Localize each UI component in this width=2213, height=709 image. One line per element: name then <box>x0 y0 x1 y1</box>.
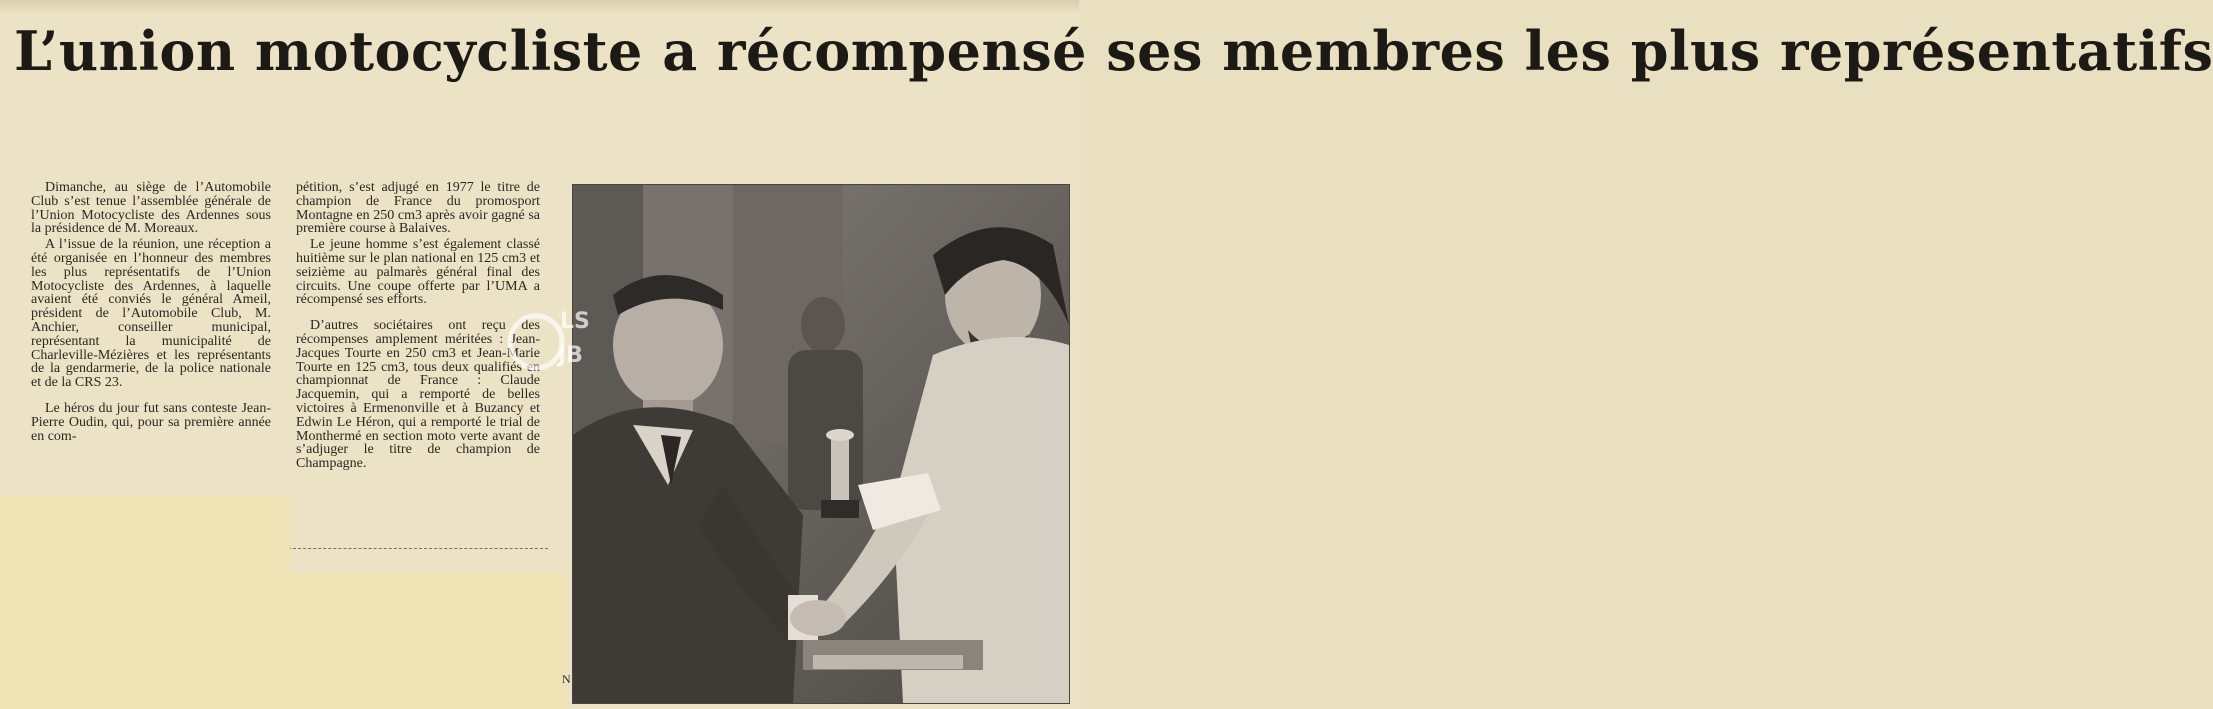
paragraph: A l’issue de la réunion, une réception a été organisée en l’honneur des membres les plus représentatifs de l’Union Motocycliste des Ardennes, à laquelle avaient été conviés le général Ameil, président de l’Automobile Club, M. Anchier, conseiller municipal, représentant la municipalité de Charleville-Mézières et les représentants de la gendarmerie, de la police nationale et de la CRS 23. <box>31 237 271 391</box>
watermark-logo <box>498 298 598 378</box>
article-headline <box>14 18 2213 84</box>
article-column-1 <box>31 181 271 496</box>
blank-paper-area <box>290 573 566 709</box>
headline-text: L’union motocycliste a récompensé ses membres les plus représentatifs <box>14 19 2213 83</box>
photo-caption-fragment: N <box>562 672 571 686</box>
article-photo <box>572 184 1070 704</box>
watermark-text-top: LS <box>560 309 590 334</box>
photo-illustration <box>573 185 1069 703</box>
paragraph: Le héros du jour fut sans conteste Jean-Pierre Oudin, qui, pour sa première année en com- <box>31 400 271 444</box>
paragraph: Le jeune homme s’est également classé huitième sur le plan national en 125 cm3 et seizième au palmarès général final des circuits. Une coupe offerte par l’UMA a récompensé ses efforts. <box>296 237 540 308</box>
paper-edge <box>0 0 1079 14</box>
fold-line <box>288 548 548 550</box>
watermark-text-bottom: JB <box>558 343 583 368</box>
paragraph: pétition, s’est adjugé en 1977 le titre de champion de France du promosport Montagne en 250 cm3 après avoir gagné sa première course à Balaives. <box>296 180 540 237</box>
blank-paper-area <box>0 495 290 709</box>
paragraph: D’autres sociétaires ont reçu des récompenses amplement méritées : Jean-Jacques Tourte en 250 cm3 et Jean-Marie Tourte en 125 cm3, tous deux qualifiés en championnat de France : Claude Jacquemin, qui a remporté de belles victoires à Ermenonville et à Buzancy et Edwin Le Héron, qui a remporté le trial de Monthermé en section moto verte avant de s’adjuger le titre de champion de Champagne. <box>296 318 540 472</box>
paragraph: Dimanche, au siège de l’Automobile Club s’est tenue l’assemblée générale de l’Union Motocycliste des Ardennes sous la présidence de M. Moreaux. <box>31 180 271 237</box>
